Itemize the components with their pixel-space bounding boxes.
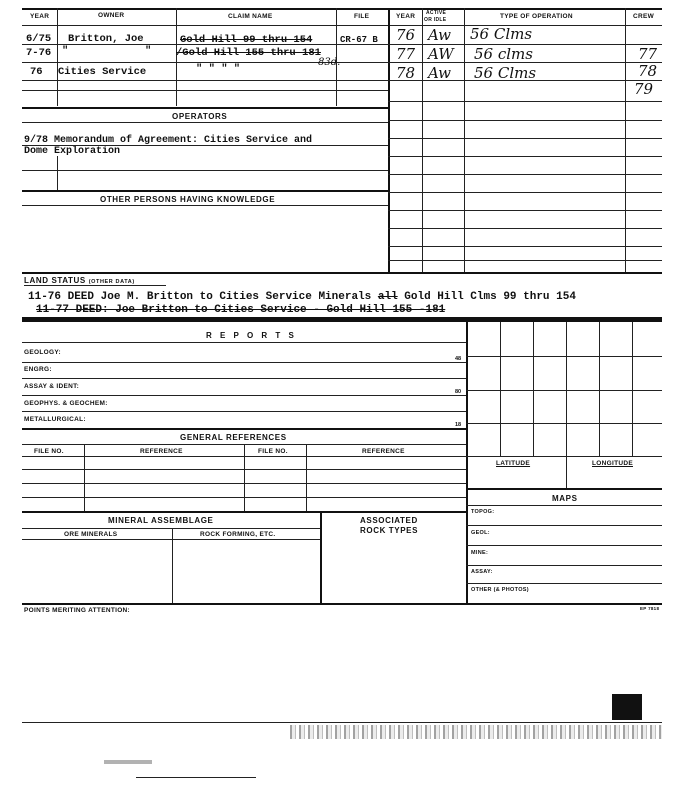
row-rule <box>22 80 388 81</box>
ops-row-rule <box>388 156 662 157</box>
ops-row-rule <box>388 246 662 247</box>
col-rule <box>464 8 465 272</box>
report-geophys: GEOPHYS. & GEOCHEM: <box>24 400 108 407</box>
mineral-header-rule <box>22 528 320 529</box>
latlong-divider <box>566 456 567 488</box>
ops-row-1-crew: 77 <box>638 45 658 63</box>
ops-row-1-status: Aw <box>428 26 451 44</box>
grid-col <box>599 322 600 456</box>
operators-top-rule <box>22 107 388 109</box>
ore-minerals-label: ORE MINERALS <box>64 531 118 538</box>
report-assay-num: 80 <box>455 389 462 395</box>
other-persons-top-rule <box>22 190 388 192</box>
other-persons-header-rule <box>22 205 388 206</box>
land-status-line-1: 11-76 DEED Joe M. Britton to Cities Service Minerals all Gold Hill Clms 99 thru 154 <box>28 291 576 303</box>
report-row-rule <box>22 378 466 379</box>
col-rule <box>422 8 423 272</box>
grid-col <box>533 322 534 456</box>
land-status-line-2: 11-77 DEED: Joe Britton to Cities Service - Gold Hill 155 -181 <box>36 304 446 316</box>
refs-col-rule <box>244 444 245 512</box>
grid-row <box>466 456 662 457</box>
scan-line <box>136 777 256 778</box>
maps-other: OTHER (& PHOTOS) <box>471 587 529 593</box>
maps-row-rule <box>466 525 662 526</box>
reports-header-rule <box>22 342 466 343</box>
ops-row-2-type: 56 clms <box>474 45 533 63</box>
owner-row-1-year: 6/75 <box>26 33 52 45</box>
owner-row-2-ditto: " <box>145 45 152 57</box>
ops-row-rule <box>388 210 662 211</box>
row-rule <box>22 90 388 91</box>
header-claim-name: CLAIM NAME <box>228 13 273 20</box>
report-assay: ASSAY & IDENT: <box>24 383 80 390</box>
ops-row-3-crew: 79 <box>634 80 654 98</box>
header-type-of-operation: TYPE OF OPERATION <box>500 13 573 20</box>
header-year: YEAR <box>30 13 50 20</box>
grid-row <box>466 356 662 357</box>
col-rule <box>625 8 626 272</box>
maps-mine: MINE: <box>471 550 489 556</box>
land-status-top-rule <box>22 272 662 274</box>
scan-noise <box>104 760 152 764</box>
ops-row-rule <box>388 138 662 139</box>
grid-col <box>500 322 501 456</box>
land-status-title: LAND STATUS (OTHER DATA) <box>24 276 135 285</box>
ops-row-rule <box>388 228 662 229</box>
assoc-col-rule <box>320 511 322 604</box>
report-metallurgical-num: 18 <box>455 422 462 428</box>
mineral-subheader-rule <box>22 539 320 540</box>
refs-col-rule <box>306 444 307 512</box>
maps-title: MAPS <box>552 494 578 503</box>
owner-row-3-year: 76 <box>30 66 43 78</box>
owner-row-3-owner: Cities Service <box>58 66 147 78</box>
owner-row-1-claim: Gold Hill 99 thru 154 <box>180 34 313 46</box>
header-file: FILE <box>354 13 370 20</box>
grid-row <box>466 423 662 424</box>
ops-row-2-status: AW <box>428 45 454 63</box>
refs-file-no-2: FILE NO. <box>258 448 288 455</box>
latitude-label: LATITUDE <box>496 460 531 467</box>
report-metallurgical: METALLURGICAL: <box>24 416 86 423</box>
operators-row-rule <box>22 145 388 146</box>
points-meriting-attention: POINTS MERITING ATTENTION: <box>24 607 131 614</box>
refs-reference: REFERENCE <box>140 448 183 455</box>
ops-row-rule <box>388 260 662 261</box>
general-references-title: GENERAL REFERENCES <box>180 433 287 442</box>
report-geology: GEOLOGY: <box>24 349 61 356</box>
operators-line-2: Dome Exploration <box>24 146 121 157</box>
maps-row-rule <box>466 545 662 546</box>
associated-label: ASSOCIATED <box>360 516 418 525</box>
header-crew: CREW <box>633 13 655 20</box>
col-rule <box>57 8 58 106</box>
maps-geol: GEOL: <box>471 530 490 536</box>
mineral-assemblage-title: MINERAL ASSEMBLAGE <box>108 516 214 525</box>
top-border <box>22 8 662 10</box>
ops-row-rule <box>388 120 662 121</box>
reports-title: R E P O R T S <box>206 331 297 340</box>
owner-row-1-file: CR-67 B <box>340 35 378 45</box>
grid-col <box>566 322 567 456</box>
mineral-col-rule <box>172 528 173 604</box>
scan-mark <box>612 694 642 720</box>
maps-topog: TOPOG: <box>471 509 495 515</box>
ops-row-3-status: Aw <box>428 64 451 82</box>
ops-row-rule <box>388 101 662 102</box>
maps-header-rule <box>466 505 662 506</box>
maps-row-rule <box>466 565 662 566</box>
rock-types-label: ROCK TYPES <box>360 526 419 535</box>
owner-row-2-year: 7-76 <box>26 47 52 59</box>
owner-row-3-claim: " " " " <box>196 63 241 75</box>
refs-col-rule <box>84 444 85 512</box>
report-row-rule <box>22 395 466 396</box>
maps-row-rule <box>466 583 662 584</box>
ops-row-1-type: 56 Clms <box>470 25 533 43</box>
ops-row-rule <box>388 174 662 175</box>
owner-row-2-owner: " <box>62 45 69 57</box>
operators-col-rule <box>57 156 58 190</box>
owner-row-3-file: 83d. <box>318 57 341 68</box>
owner-row-2-claim: /Gold Hill 155 thru 181 <box>176 47 321 59</box>
longitude-label: LONGITUDE <box>592 460 633 467</box>
operators-row-rule <box>22 170 388 171</box>
scan-noise <box>290 725 662 739</box>
refs-reference-2: REFERENCE <box>362 448 405 455</box>
ops-row-3-year: 78 <box>396 64 416 82</box>
report-geology-num: 48 <box>455 356 462 362</box>
grid-col <box>632 322 633 456</box>
land-status-underline <box>24 285 166 286</box>
grid-row <box>466 390 662 391</box>
ops-row-3-type: 56 Clms <box>474 64 537 82</box>
ops-row-1-year: 76 <box>396 26 416 44</box>
rock-forming-label: ROCK FORMING, ETC. <box>200 531 276 538</box>
header-owner: OWNER <box>98 12 125 19</box>
header-bottom-rule <box>22 25 662 26</box>
other-persons-title: OTHER PERSONS HAVING KNOWLEDGE <box>100 195 276 204</box>
owner-row-1-owner: Britton, Joe <box>68 33 144 45</box>
mineral-bottom-rule <box>22 603 662 605</box>
report-engrg: ENGRG: <box>24 366 52 373</box>
header-active: ACTIVE <box>426 10 447 16</box>
report-row-rule <box>22 362 466 363</box>
ops-row-2-year: 77 <box>396 45 416 63</box>
ops-row-rule <box>388 192 662 193</box>
operators-header-rule <box>22 122 388 123</box>
reports-right-rule <box>466 322 468 604</box>
ops-row-2-crew: 78 <box>638 62 658 80</box>
header-year-right: YEAR <box>396 13 416 20</box>
form-number: EP 7818 <box>640 606 660 611</box>
refs-file-no: FILE NO. <box>34 448 64 455</box>
header-or-idle: OR IDLE <box>424 17 447 23</box>
operators-title: OPERATORS <box>172 112 228 121</box>
bottom-rule <box>22 722 662 723</box>
refs-bottom-rule <box>22 511 466 513</box>
latlong-bottom-rule <box>466 488 662 490</box>
report-row-rule <box>22 411 466 412</box>
operators-line-1: 9/78 Memorandum of Agreement: Cities Service and <box>24 135 313 146</box>
col-rule-main <box>388 8 390 272</box>
maps-assay: ASSAY: <box>471 569 493 575</box>
report-bottom-rule <box>22 428 466 430</box>
